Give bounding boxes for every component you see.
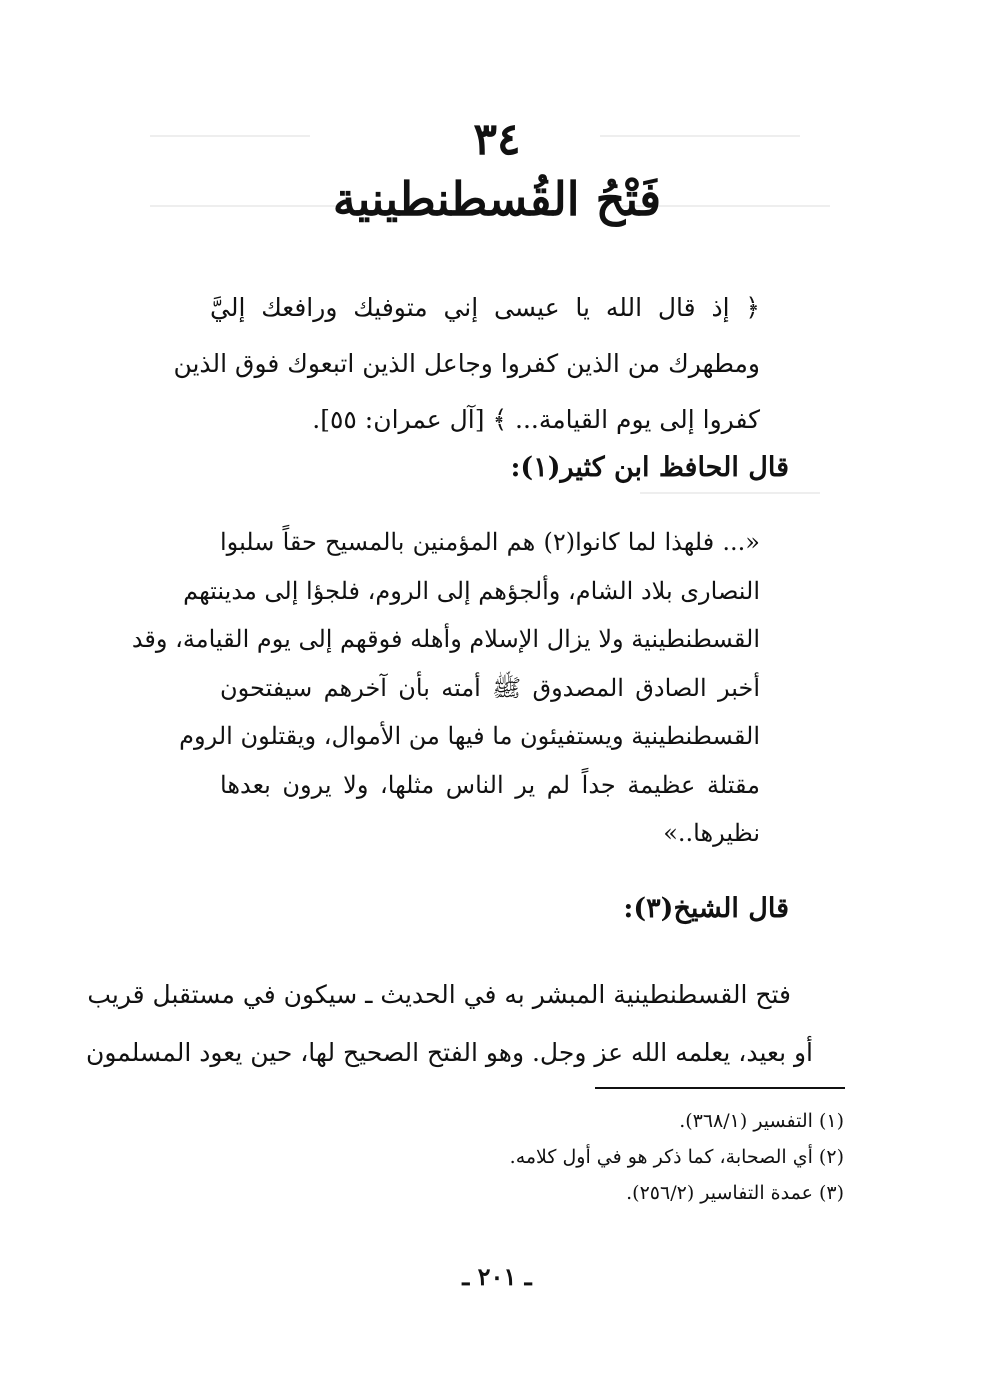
quote-line: «... فلهذا لما كانوا(٢) هم المؤمنين بالمسيح حقاً سلبوا	[220, 528, 760, 556]
verse-line: كفروا إلى يوم القيامة... ﴾ [آل عمران: ٥٥].	[312, 405, 760, 434]
bleed-through-mark	[640, 492, 820, 494]
footnotes	[324, 1103, 844, 1211]
quote-line: نظيرها..»	[663, 819, 760, 847]
quote-line: أخبر الصادق المصدوق ﷺ أمته بأن آخرهم سيفتحون	[220, 673, 760, 702]
page-number: ـ ٢٠١ ـ	[462, 1262, 532, 1291]
section-heading-shaykh: قال الشيخ(٣):	[623, 893, 789, 924]
body-line: أو بعيد، يعلمه الله عز وجل. وهو الفتح الصحيح لها، حين يعود المسلمون	[85, 1038, 813, 1067]
quote-line: القسطنطينية ويستفيئون ما فيها من الأموال، ويقتلون الروم	[179, 722, 760, 750]
footnote: (٣) عمدة التفاسير (٢٥٦/٢).	[626, 1182, 844, 1204]
footnote-separator	[595, 1087, 845, 1089]
quotation	[131, 518, 760, 858]
verse-line: ﴿ إذ قال الله يا عيسى إني متوفيك ورافعك إليَّ	[210, 293, 760, 322]
footnote: (١) التفسير (٣٦٨/١).	[679, 1110, 844, 1132]
quote-line: مقتلة عظيمة جداً لم ير الناس مثلها، ولا يرون بعدها	[220, 770, 760, 799]
chapter-title: فَتْحُ القُسطنطينية	[332, 172, 662, 226]
quran-verse	[173, 280, 760, 448]
footnote: (٢) أي الصحابة، كما ذكر هو في أول كلامه.	[509, 1146, 844, 1168]
quote-line: النصارى بلاد الشام، وألجؤهم إلى الروم، فلجؤا إلى مدينتهم	[183, 576, 760, 605]
quote-line: القسطنطينية ولا يزال الإسلام وأهله فوقهم إلى يوم القيامة، وقد	[131, 625, 760, 653]
body-line: فتح القسطنطينية المبشر به في الحديث ـ سيكون في مستقبل قريب	[87, 980, 791, 1009]
verse-line: ومطهرك من الذين كفروا وجاعل الذين اتبعوك فوق الذين	[173, 349, 760, 378]
section-heading-ibn-kathir: قال الحافظ ابن كثير(١):	[510, 452, 789, 483]
body-paragraph	[85, 966, 813, 1082]
chapter-number: ٣٤	[473, 114, 521, 165]
